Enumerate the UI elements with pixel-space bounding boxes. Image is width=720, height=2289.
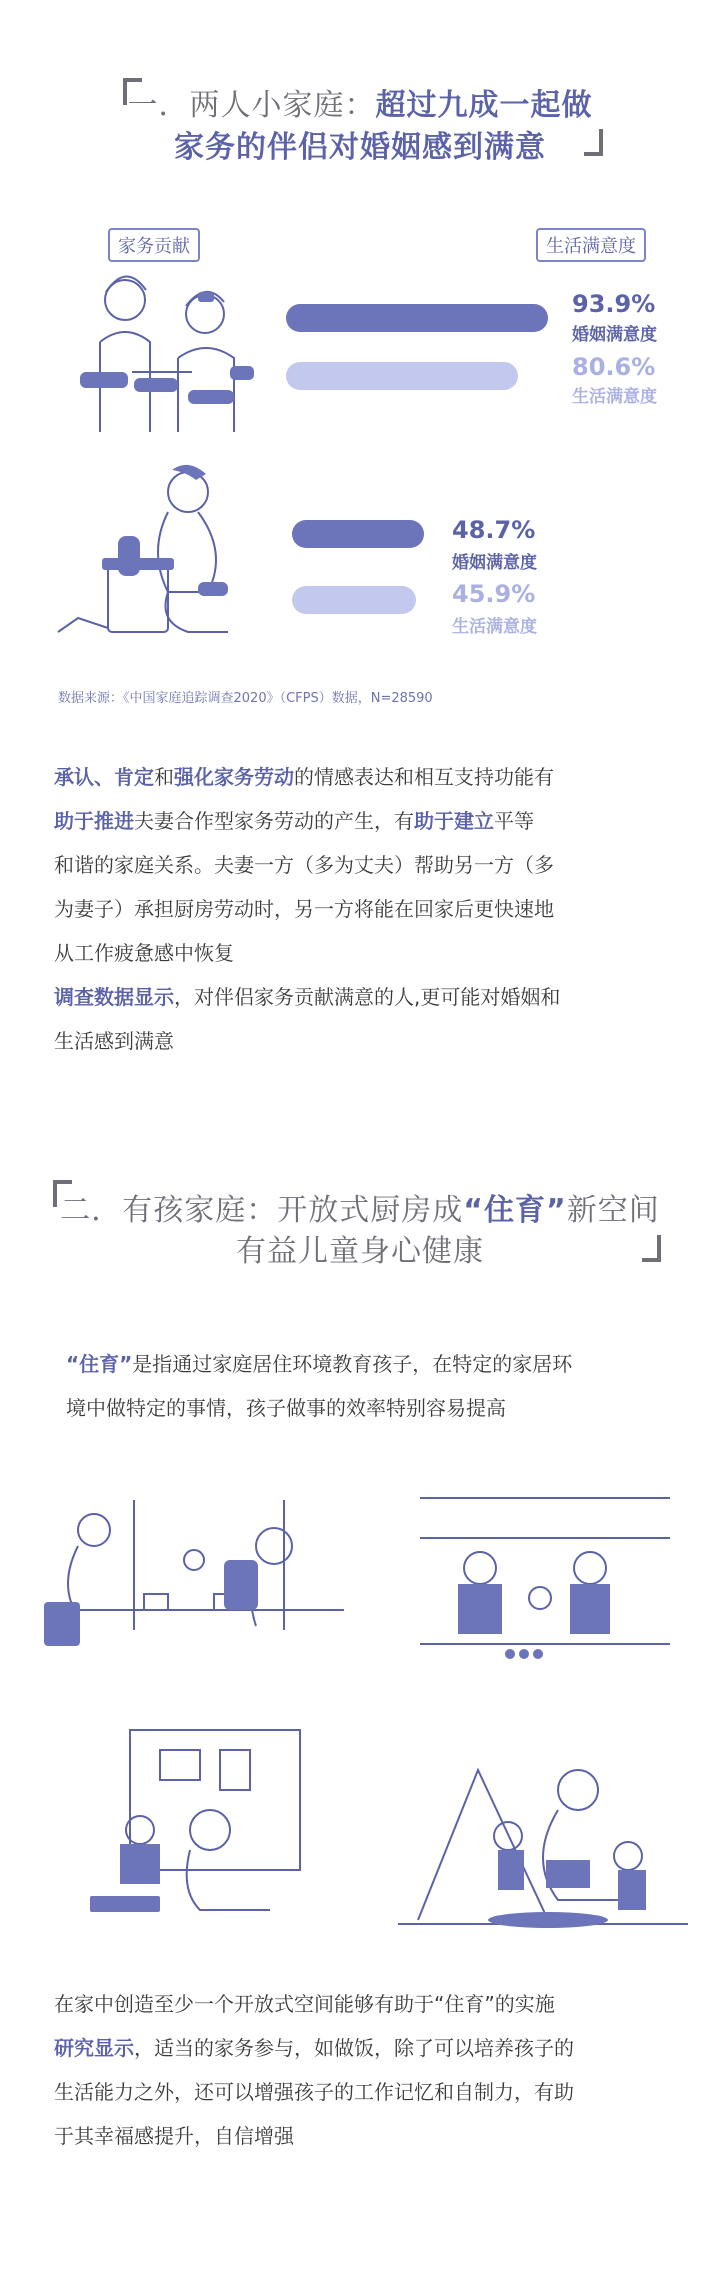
housework-contribution-tag: 家务贡献 <box>108 228 200 262</box>
marriage-satisfaction-pct-2: 48.7% <box>452 516 536 544</box>
title-close-bracket <box>582 128 604 156</box>
section1-title-line2: 家务的伴侣对婚姻感到满意 <box>174 130 546 165</box>
couple-washing-dishes-illustration <box>70 262 270 438</box>
life-satisfaction-pct-2: 45.9% <box>452 580 536 608</box>
life-satisfaction-bar-2 <box>292 586 416 614</box>
data-source-note: 数据来源：《中国家庭追踪调查2020》（CFPS）数据，N=28590 <box>58 691 433 706</box>
section2-intro: “住育”是指通过家庭居住环境教育孩子，在特定的家居环 境中做特定的事情，孩子做事的效率特别容易提高 <box>66 1352 573 1420</box>
family-dining-illustration <box>44 1490 344 1670</box>
section1-title-line1: 一．两人小家庭：超过九成一起做 <box>127 88 593 123</box>
marriage-satisfaction-label-2: 婚姻满意度 <box>452 553 537 573</box>
marriage-satisfaction-bar-2 <box>292 520 424 548</box>
marriage-satisfaction-label-1: 婚姻满意度 <box>572 325 657 345</box>
marriage-satisfaction-bar-1 <box>286 304 548 332</box>
section2-conclusion: 在家中创造至少一个开放式空间能够有助于“住育”的实施 研究显示，适当的家务参与，如做饭，除了可以培养孩子的 生活能力之外，还可以增强孩子的工作记忆和自制力，有助 于其幸福感提升，自信增强 <box>54 1992 574 2148</box>
life-satisfaction-tag: 生活满意度 <box>536 228 646 262</box>
section1-paragraph: 承认、肯定和强化家务劳动的情感表达和相互支持功能有 助于推进夫妻合作型家务劳动的产生，有助于建立平等 和谐的家庭关系。夫妻一方（多为丈夫）帮助另一方（多 为妻子）承担厨房劳动时，另一方将能在回家后更快速地 从工作疲惫感中恢复 调查数据显示，对伴侣家务贡献满意的人,更可能对婚姻和 生活感到满意 <box>54 765 561 1053</box>
reading-with-children-illustration <box>398 1740 688 1930</box>
family-cooking-illustration <box>400 1478 690 1668</box>
life-satisfaction-label-1: 生活满意度 <box>572 387 657 407</box>
section2-title-line1: 二．有孩家庭：开放式厨房成“住育”新空间 <box>60 1193 660 1228</box>
life-satisfaction-bar-1 <box>286 362 518 390</box>
tired-woman-cleaning-illustration <box>48 462 248 642</box>
title2-close-bracket <box>640 1234 662 1262</box>
child-learning-illustration <box>60 1720 310 1920</box>
section2-title-line2: 有益儿童身心健康 <box>236 1234 484 1269</box>
life-satisfaction-pct-1: 80.6% <box>572 353 656 381</box>
marriage-satisfaction-pct-1: 93.9% <box>572 290 656 318</box>
life-satisfaction-label-2: 生活满意度 <box>452 617 537 637</box>
